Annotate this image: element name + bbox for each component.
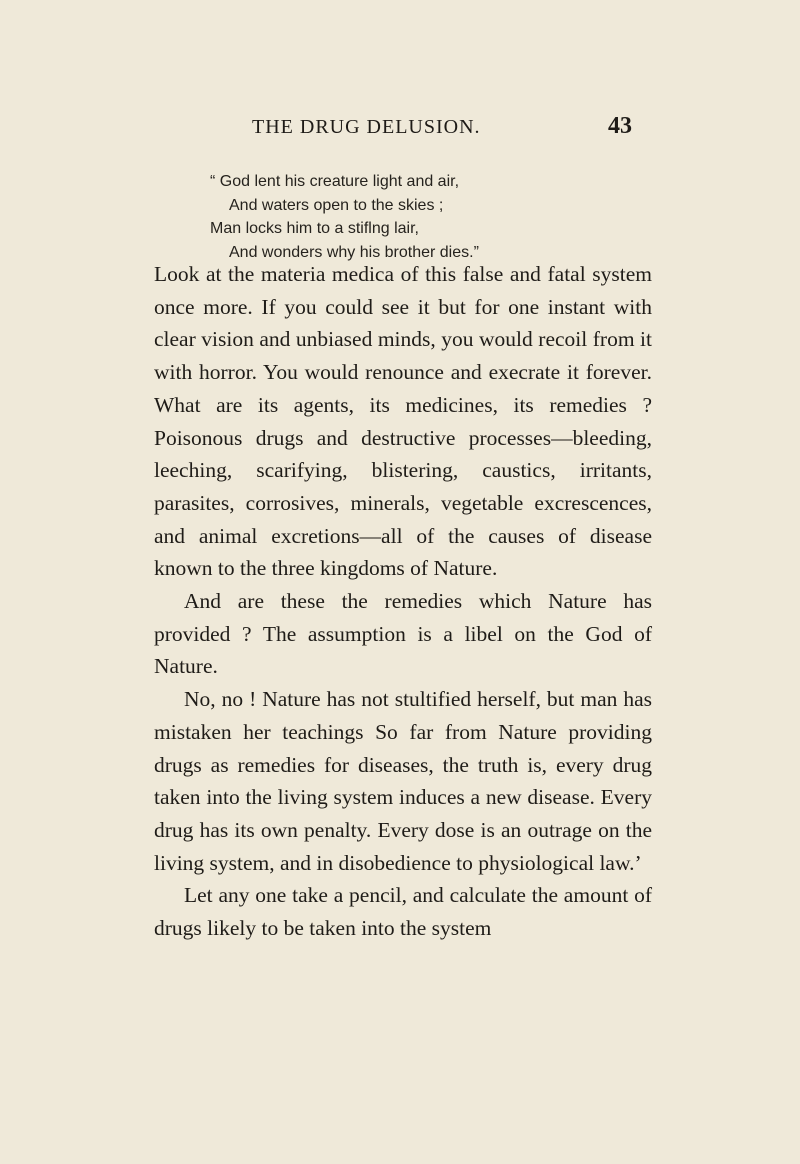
page-number: 43 [608, 113, 632, 139]
paragraph-materia-medica: Look at the materia medica of this false and fatal system once more. If you could see it but for one instant with clear vision and unbiased minds, you would recoil from it with horror. You would renounce and execrate it forever. What are its agents, its medicines, its remedies ? Poisonous drugs and destructive processes—bleeding, leeching, scarifying, blistering, caustics, irritants, parasites, corrosives, minerals, vegetable excrescences, and animal excretions—all of the causes of disease known to the three kingdoms of Nature. [154, 262, 652, 581]
paragraph-calculate-drugs: Let any one take a pencil, and calculate the amount of drugs likely to be taken into the system [154, 883, 652, 941]
body-text [154, 258, 652, 945]
paragraph-nature-not-stultified: No, no ! Nature has not stultified herself, but man has mistaken her teachings So far from Nature providing drugs as remedies for diseases, the truth is, every drug taken into the living system induces a new disease. Every drug has its own penalty. Every dose is an outrage on the living system, and in disobedience to physiological law.’ [154, 687, 652, 875]
poem-line: “ God lent his creature light and air, [210, 173, 460, 190]
running-head [252, 113, 632, 146]
poem-quotation [210, 170, 479, 264]
paragraph-remedies-question: And are these the remedies which Nature has provided ? The assumption is a libel on the God of Nature. [154, 589, 652, 679]
poem-line: Man locks him to a stiflng lair, [210, 220, 419, 237]
poem-line: And wonders why his brother dies.” [229, 243, 479, 261]
running-title: THE DRUG DELUSION. [252, 116, 481, 138]
poem-line: And waters open to the skies ; [229, 196, 444, 214]
